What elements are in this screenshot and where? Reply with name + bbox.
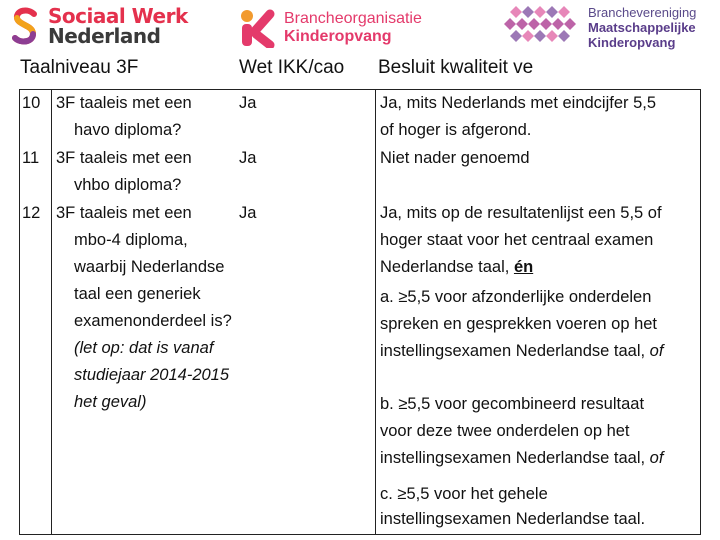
- logo-text: Sociaal Werk: [48, 4, 188, 28]
- connector-text: of: [649, 449, 664, 467]
- emphasis-text: én: [513, 258, 534, 276]
- table-border: [700, 89, 701, 535]
- column-divider: [51, 89, 52, 535]
- option-a-text: a. ≥5,5 voor afzonderlijke onderdelen: [380, 288, 652, 306]
- detail-text: Nederlandse taal,: [380, 258, 510, 276]
- question-note: (let op: dat is vanaf: [74, 339, 214, 357]
- detail-text: [380, 254, 533, 281]
- branchevereniging-maatschappelijke-kinderopvang-logo: [498, 4, 696, 50]
- detail-text: Ja, mits op de resultatenlijst een 5,5 of: [380, 204, 662, 222]
- detail-text: of hoger is afgerond.: [380, 121, 532, 139]
- brancheorganisatie-kinderopvang-logo: [238, 8, 422, 48]
- detail-text: Niet nader genoemd: [380, 149, 530, 167]
- question-text: vhbo diploma?: [74, 176, 182, 194]
- column-header-besluit: Besluit kwaliteit ve: [378, 57, 534, 78]
- requirements-table: [19, 89, 701, 535]
- option-b-text: [380, 445, 663, 472]
- sociaal-werk-s-icon: [10, 6, 40, 46]
- table-border: [19, 534, 701, 535]
- logo-text: Brancheorganisatie: [284, 10, 422, 27]
- answer-value: Ja: [239, 94, 257, 112]
- connector-text: of: [649, 342, 664, 360]
- row-number: 11: [22, 149, 40, 167]
- table-border: [19, 89, 20, 535]
- question-note: het geval): [74, 393, 147, 411]
- option-a-text: [380, 338, 663, 365]
- question-text: mbo-4 diploma,: [74, 231, 188, 249]
- column-header-wet-ikk: Wet IKK/cao: [239, 57, 345, 78]
- sociaal-werk-nederland-logo: [10, 6, 188, 46]
- option-b-text: b. ≥5,5 voor gecombineerd resultaat: [380, 395, 645, 413]
- option-c-text: instellingsexamen Nederlandse taal.: [380, 510, 646, 528]
- row-number: 12: [22, 204, 41, 222]
- kinderopvang-k-icon: [238, 8, 276, 48]
- column-header-taalniveau: Taalniveau 3F: [20, 57, 139, 78]
- question-text: taal een generiek: [74, 285, 201, 303]
- question-text: 3F taaleis met een: [56, 204, 192, 222]
- question-text: examenonderdeel is?: [74, 312, 232, 330]
- logo-text: Maatschappelijke: [588, 19, 696, 35]
- logo-text: Kinderopvang: [284, 28, 392, 45]
- column-divider: [375, 89, 376, 535]
- option-a-text: spreken en gesprekken voeren op het: [380, 315, 658, 333]
- answer-value: Ja: [239, 149, 257, 167]
- question-text: havo diploma?: [74, 121, 182, 139]
- detail-text: Ja, mits Nederlands met eindcijfer 5,5: [380, 94, 657, 112]
- logo-text: Branchevereniging: [588, 4, 697, 20]
- question-text: 3F taaleis met een: [56, 149, 192, 167]
- question-note: studiejaar 2014-2015: [74, 366, 230, 384]
- option-b-text: voor deze twee onderdelen op het: [380, 422, 630, 440]
- option-a-text: instellingsexamen Nederlandse taal,: [380, 342, 646, 360]
- row-number: 10: [22, 94, 41, 112]
- answer-value: Ja: [239, 204, 257, 222]
- question-text: 3F taaleis met een: [56, 94, 192, 112]
- logo-text: Kinderopvang: [588, 34, 676, 50]
- flower-pattern-icon: [498, 4, 582, 50]
- detail-text: hoger staat voor het centraal examen: [380, 231, 654, 249]
- question-text: waarbij Nederlandse: [74, 258, 225, 276]
- option-c-text: c. ≥5,5 voor het gehele: [380, 485, 548, 503]
- logo-text: Nederland: [48, 24, 161, 48]
- option-b-text: instellingsexamen Nederlandse taal,: [380, 449, 646, 467]
